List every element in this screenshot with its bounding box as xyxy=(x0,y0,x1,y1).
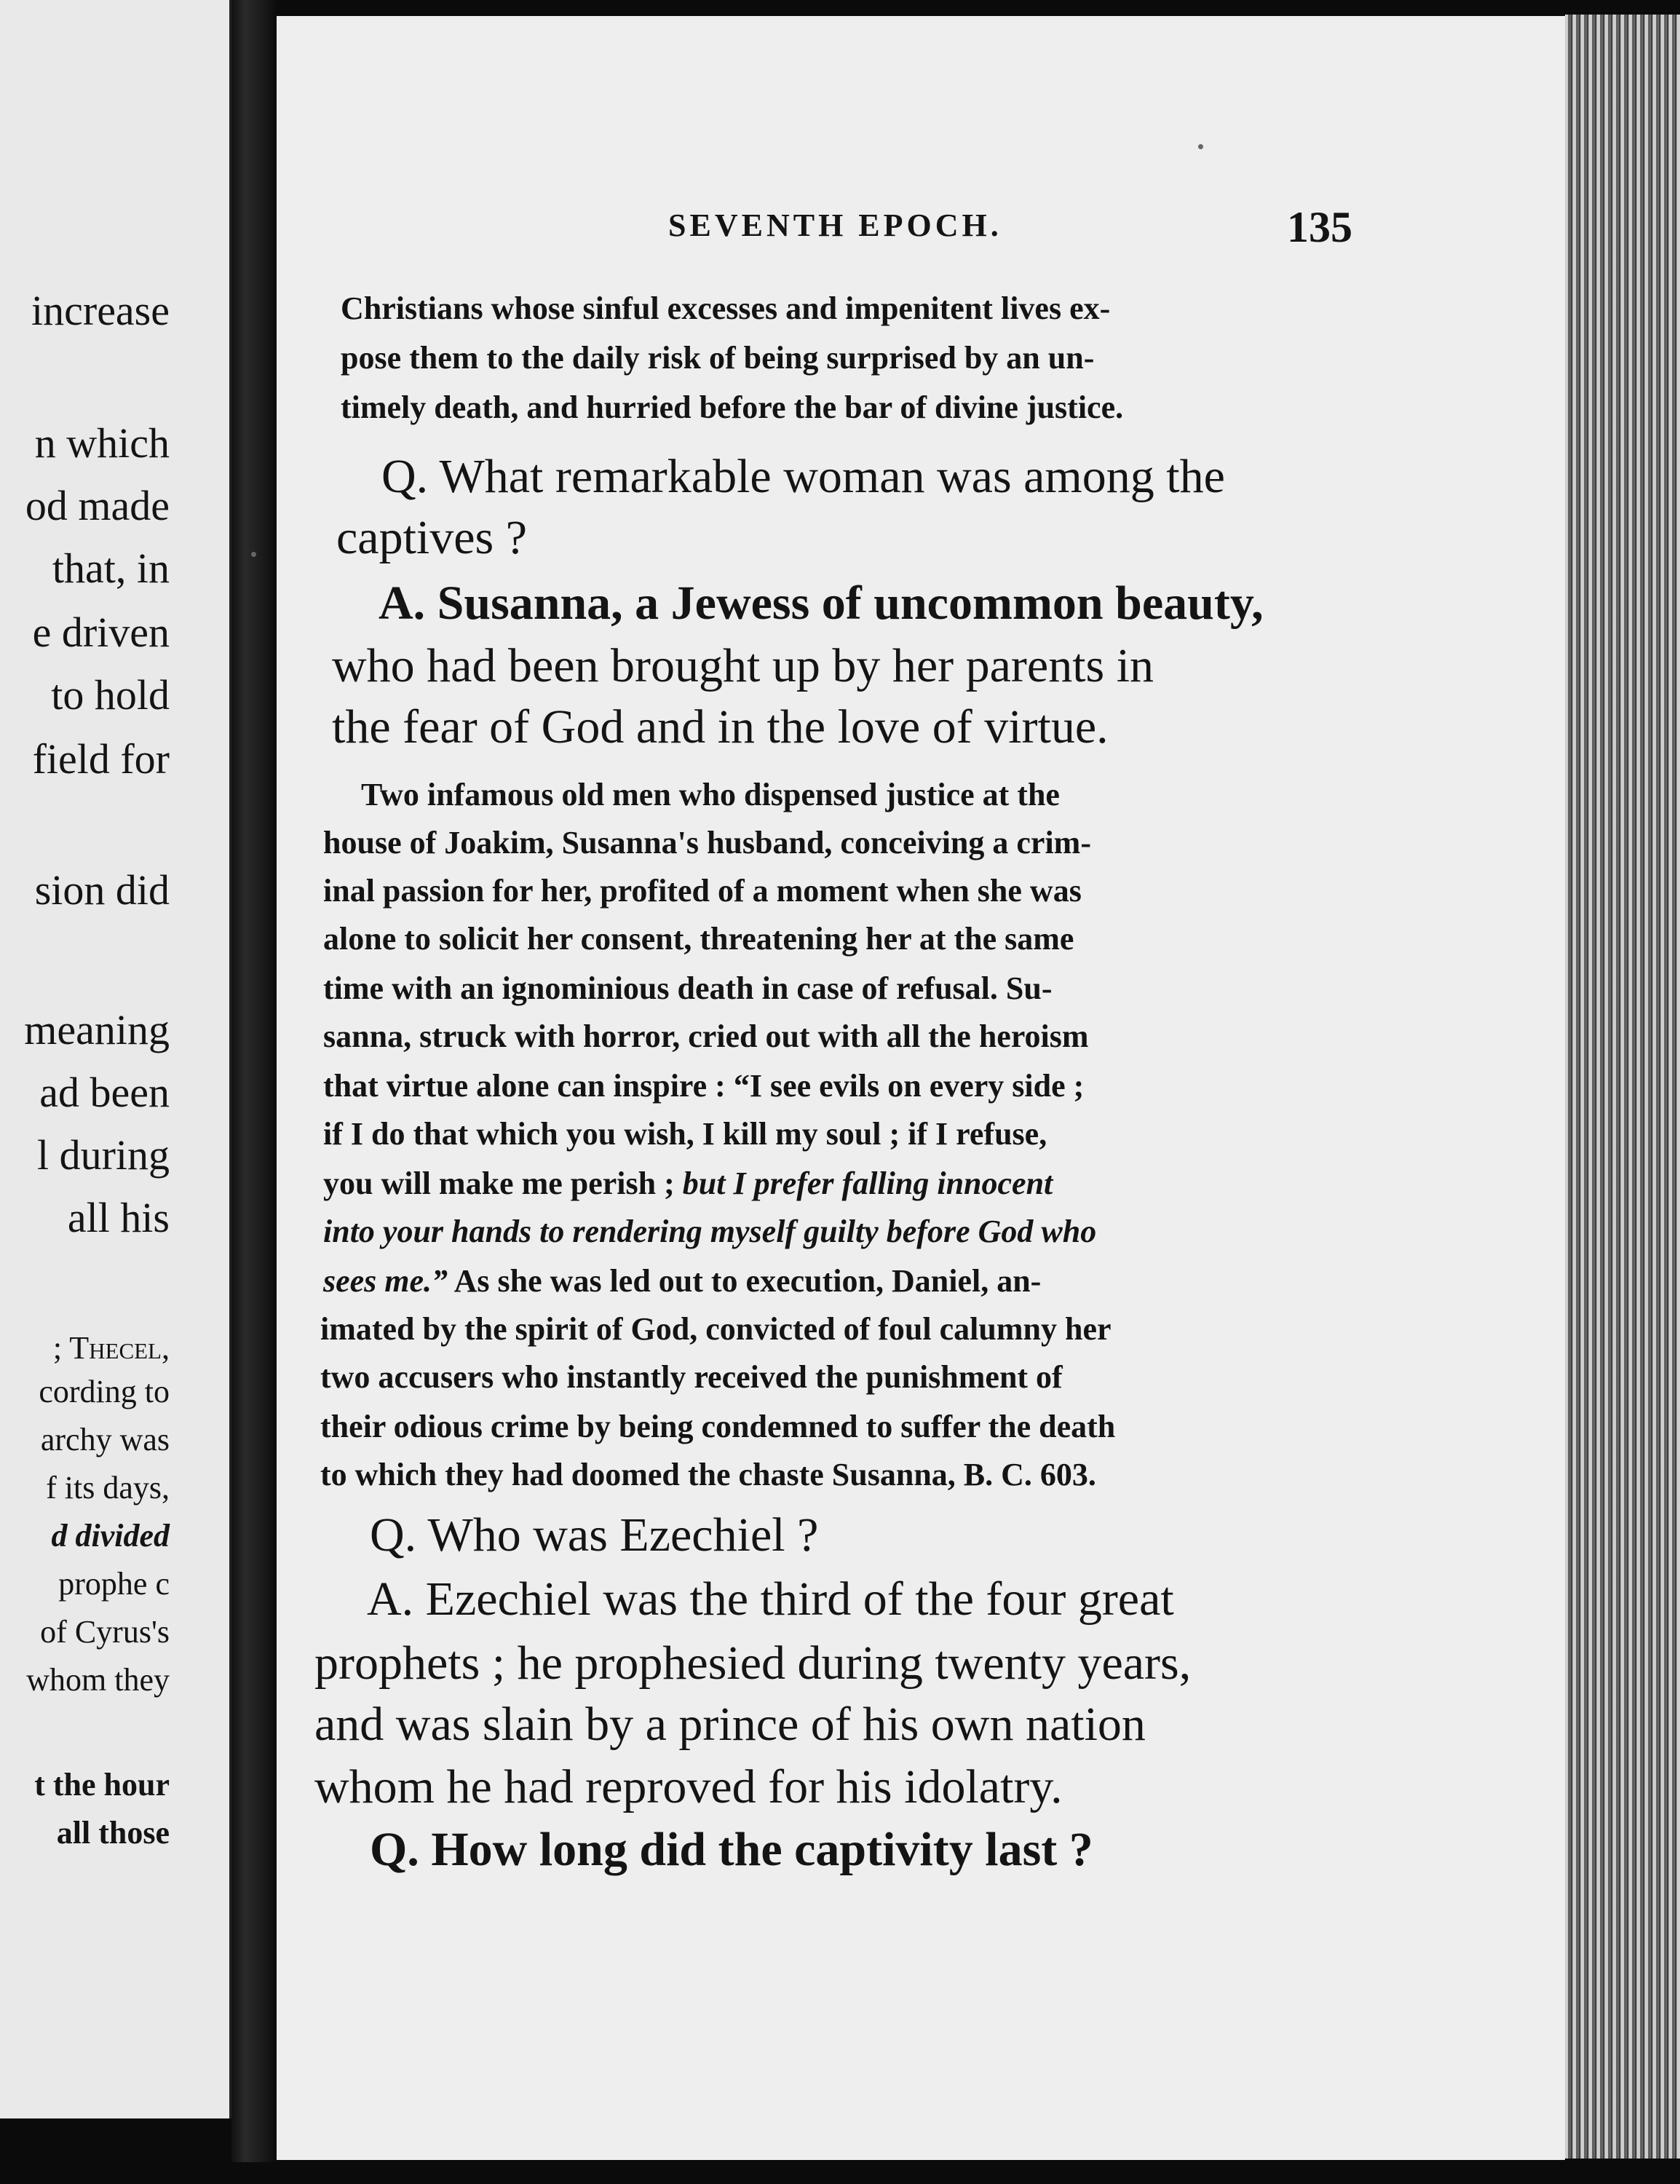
left-line: archy was xyxy=(40,1422,170,1457)
text-line: their odious crime by being condemned to suffer the death xyxy=(320,1409,1116,1444)
left-line: sion did xyxy=(34,866,170,914)
left-line: field for xyxy=(32,735,170,783)
italic-quote: but I prefer falling innocent xyxy=(682,1166,1053,1201)
left-line: d divided xyxy=(51,1518,170,1554)
speck xyxy=(251,552,256,557)
previous-page xyxy=(0,0,231,2118)
text-line: pose them to the daily risk of being surprised by an un- xyxy=(341,340,1095,376)
italic-quote: into your hands to rendering myself guilty before God who xyxy=(323,1214,1097,1249)
left-line: all those xyxy=(56,1815,170,1851)
left-line: ad been xyxy=(39,1069,170,1116)
text-span: you will make me perish ; xyxy=(323,1166,675,1201)
italic-quote: sees me.” xyxy=(323,1263,448,1299)
running-head: SEVENTH EPOCH. xyxy=(668,207,1002,243)
answer-line: A. Ezechiel was the third of the four great xyxy=(367,1572,1174,1626)
left-line: e driven xyxy=(32,609,170,656)
left-line: whom they xyxy=(26,1662,170,1698)
text-line: house of Joakim, Susanna's husband, conceiving a crim- xyxy=(323,825,1091,860)
speck xyxy=(1198,144,1203,149)
question-line: Q. Who was Ezechiel ? xyxy=(370,1508,819,1562)
left-line: od made xyxy=(25,482,170,529)
page-number: 135 xyxy=(1287,203,1352,251)
text-line: sanna, struck with horror, cried out with all the heroism xyxy=(323,1018,1089,1054)
text-line: if I do that which you wish, I kill my soul ; if I refuse, xyxy=(323,1116,1047,1152)
text-line xyxy=(323,1265,1041,1297)
book-gutter xyxy=(231,0,277,2162)
answer-line: A. Susanna, a Jewess of uncommon beauty, xyxy=(379,577,1264,630)
text-line: to which they had doomed the chaste Susanna, B. C. 603. xyxy=(320,1457,1096,1492)
text-line xyxy=(323,1168,1053,1200)
question-line: captives ? xyxy=(336,511,528,564)
page-edges xyxy=(1565,15,1680,2159)
left-line: to hold xyxy=(51,671,170,719)
left-line: all his xyxy=(67,1194,170,1241)
question-line: Q. What remarkable woman was among the xyxy=(381,450,1225,503)
question-line: Q. How long did the captivity last ? xyxy=(370,1823,1093,1876)
left-line: that, in xyxy=(52,545,170,592)
answer-line: whom he had reproved for his idolatry. xyxy=(314,1760,1063,1813)
answer-line: and was slain by a prince of his own nation xyxy=(314,1698,1146,1751)
left-line: meaning xyxy=(24,1006,170,1053)
left-line: ; Thecel, xyxy=(52,1330,170,1366)
answer-line: prophets ; he prophesied during twenty years, xyxy=(314,1637,1192,1690)
text-line: imated by the spirit of God, convicted of foul calumny her xyxy=(320,1311,1112,1347)
left-line: f its days, xyxy=(46,1470,170,1506)
left-line: n which xyxy=(34,419,170,467)
text-line: timely death, and hurried before the bar of divine justice. xyxy=(341,389,1124,425)
left-line: prophe c xyxy=(58,1566,170,1602)
left-line: t the hour xyxy=(34,1767,170,1803)
text-line: that virtue alone can inspire : “I see evils on every side ; xyxy=(323,1068,1085,1104)
text-line: inal passion for her, profited of a moment when she was xyxy=(323,873,1082,909)
left-line: cording to xyxy=(39,1374,170,1409)
text-line: Christians whose sinful excesses and impenitent lives ex- xyxy=(341,290,1111,326)
text-span: As she was led out to execution, Daniel, an- xyxy=(453,1263,1042,1299)
text-line: alone to solicit her consent, threatening her at the same xyxy=(323,921,1074,957)
answer-line: the fear of God and in the love of virtue. xyxy=(332,700,1109,753)
text-line: Two infamous old men who dispensed justice at the xyxy=(361,777,1060,812)
answer-line: who had been brought up by her parents in xyxy=(332,639,1154,692)
left-line: increase xyxy=(31,287,170,334)
text-line: time with an ignominious death in case of refusal. Su- xyxy=(323,970,1053,1006)
left-line: of Cyrus's xyxy=(40,1614,170,1650)
text-line: two accusers who instantly received the punishment of xyxy=(320,1359,1063,1395)
left-line: l during xyxy=(36,1131,170,1179)
